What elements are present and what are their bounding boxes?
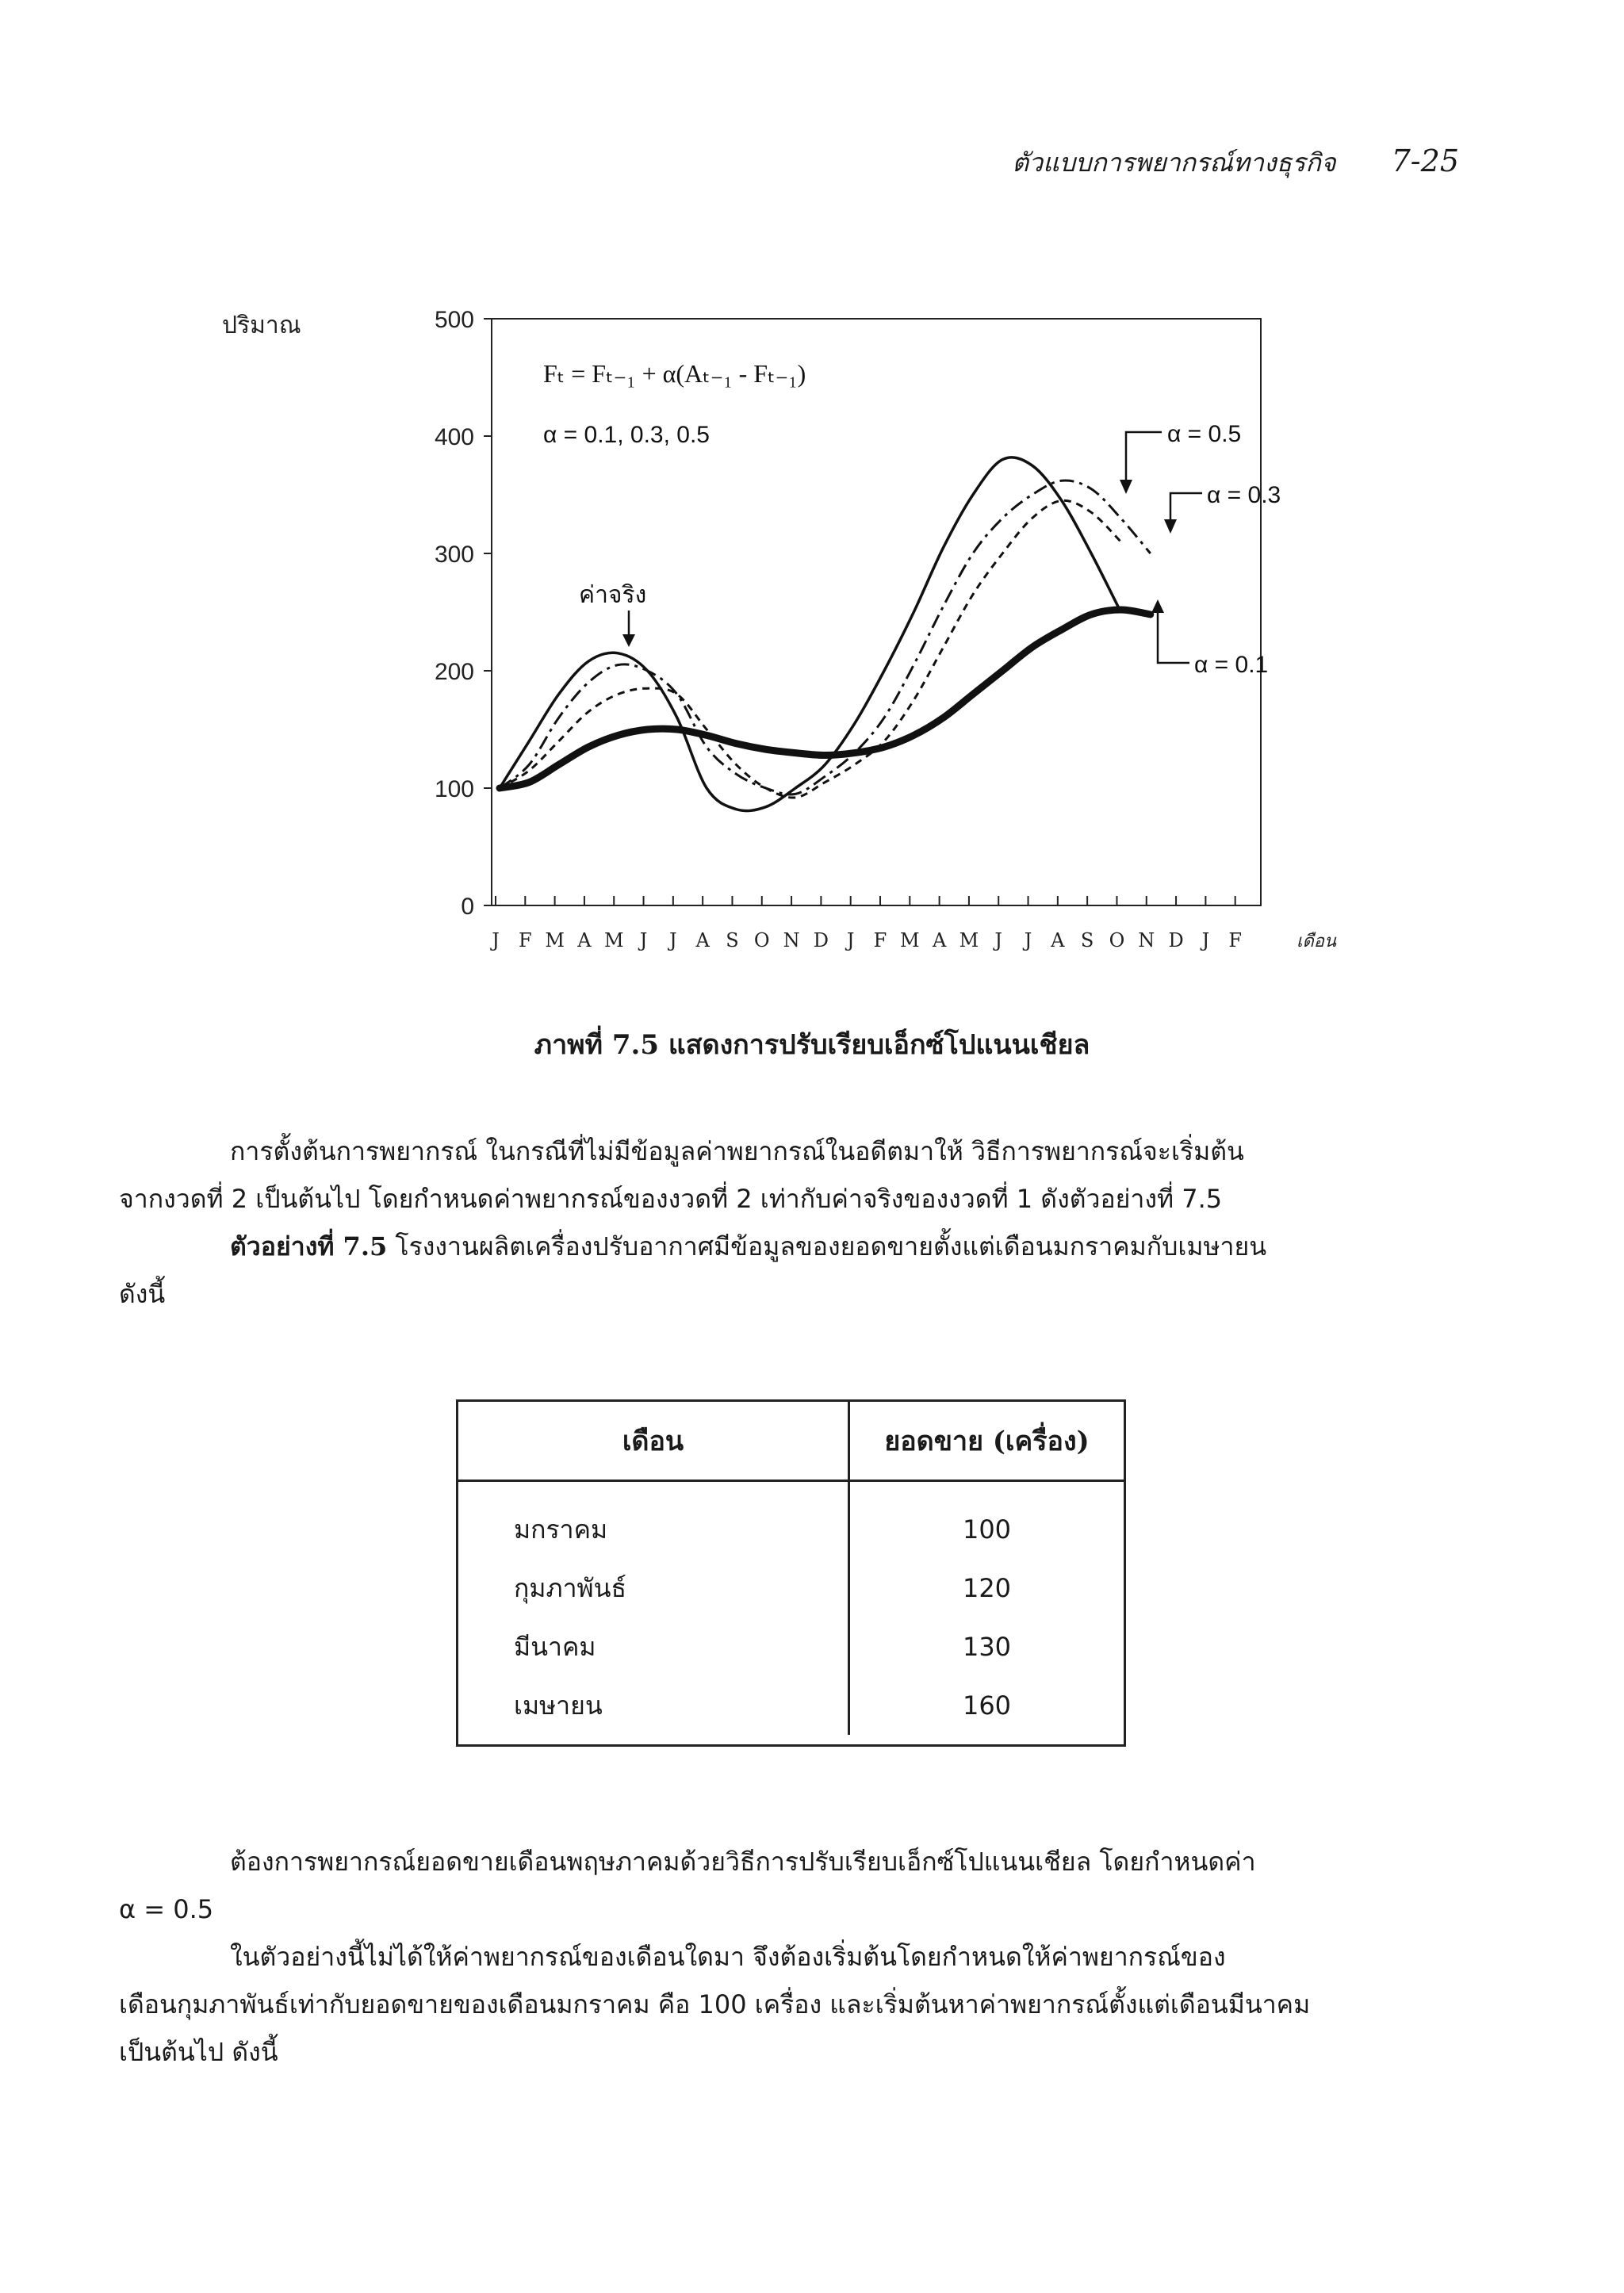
x-tick-label: N bbox=[1138, 929, 1155, 951]
running-header bbox=[952, 143, 1459, 183]
a03-arrow-head bbox=[1164, 519, 1177, 534]
x-tick-label: O bbox=[1109, 929, 1125, 951]
a05-leader bbox=[1126, 432, 1162, 484]
paragraph-1 bbox=[119, 1127, 1459, 1318]
smoothing-chart bbox=[159, 285, 1348, 983]
header-title: ตัวแบบการพยากรณ์ทางธุรกิจ bbox=[1012, 147, 1336, 178]
x-tick-label: F bbox=[518, 929, 532, 951]
x-tick-label: N bbox=[783, 929, 800, 951]
p1-line1: การตั้งต้นการพยากรณ์ ในกรณีที่ไม่มีข้อมูลค่าพยากรณ์ในอดีตมาให้ วิธีการพยากรณ์จะเริ่มต้น bbox=[230, 1136, 1244, 1166]
a01-label: α = 0.1 bbox=[1194, 652, 1269, 678]
a01-leader bbox=[1158, 611, 1189, 663]
x-tick-label: A bbox=[695, 929, 710, 951]
x-tick-label: J bbox=[846, 929, 855, 951]
page-number: 7-25 bbox=[1391, 144, 1459, 178]
x-tick-label: D bbox=[813, 929, 829, 951]
table-row bbox=[458, 1559, 1124, 1617]
x-tick-label: J bbox=[1201, 929, 1210, 951]
p2-line2: ดังนี้ bbox=[119, 1279, 166, 1309]
x-tick-label: J bbox=[1024, 929, 1032, 951]
table-row bbox=[458, 1481, 1124, 1560]
x-tick-label: J bbox=[639, 929, 648, 951]
alpha-values-text: α = 0.1, 0.3, 0.5 bbox=[543, 422, 710, 448]
y-tick-label: 0 bbox=[461, 894, 474, 920]
table-cell-sales: 120 bbox=[962, 1573, 1012, 1603]
table-cell-month: เมษายน bbox=[458, 1676, 849, 1735]
x-tick-label: J bbox=[669, 929, 677, 951]
paragraph-3 bbox=[119, 1838, 1459, 2076]
table-row bbox=[458, 1676, 1124, 1735]
actual-arrow-head bbox=[622, 634, 635, 647]
series-line-3 bbox=[500, 610, 1151, 788]
p3-line1: ต้องการพยากรณ์ยอดขายเดือนพฤษภาคมด้วยวิธีการปรับเรียบเอ็กซ์โปแนนเชียล โดยกำหนดค่า bbox=[230, 1847, 1256, 1877]
x-tick-label: M bbox=[603, 929, 624, 951]
table-cell-month: มกราคม bbox=[458, 1481, 849, 1560]
table-header-sales: ยอดขาย (เครื่อง) bbox=[849, 1402, 1124, 1481]
x-tick-label: D bbox=[1168, 929, 1184, 951]
figure-caption: ภาพที่ 7.5 แสดงการปรับเรียบเอ็กซ์โปแนนเชียล bbox=[534, 1029, 1090, 1061]
formula-text: Fₜ = Fₜ₋₁ + α(Aₜ₋₁ - Fₜ₋₁) bbox=[543, 359, 806, 388]
y-tick-label: 100 bbox=[434, 776, 474, 802]
x-tick-label: A bbox=[577, 929, 592, 951]
p3-line2: α = 0.5 bbox=[119, 1894, 214, 1924]
y-axis-label: ปริมาณ bbox=[222, 312, 301, 339]
x-tick-label: O bbox=[753, 929, 770, 951]
table-header-month: เดือน bbox=[458, 1402, 849, 1481]
y-tick-label: 500 bbox=[434, 307, 474, 333]
x-tick-label: F bbox=[873, 929, 887, 951]
table-row bbox=[458, 1617, 1124, 1676]
table-cell-month: กุมภาพันธ์ bbox=[458, 1559, 849, 1617]
a01-arrow-head bbox=[1151, 599, 1164, 613]
sales-table bbox=[456, 1399, 1126, 1747]
p4-line2: เดือนกุมภาพันธ์เท่ากับยอดขายของเดือนมกราคม คือ 100 เครื่อง และเริ่มต้นหาค่าพยากรณ์ตั้งแต่เดือนมีนาคม bbox=[119, 1989, 1311, 2019]
y-tick-label: 300 bbox=[434, 542, 474, 568]
table-cell-sales: 100 bbox=[962, 1514, 1012, 1545]
x-tick-label: M bbox=[900, 929, 920, 951]
p4-line3: เป็นต้นไป ดังนี้ bbox=[119, 2037, 278, 2067]
a03-label: α = 0.3 bbox=[1207, 482, 1281, 508]
table-cell-sales: 160 bbox=[962, 1690, 1012, 1721]
x-axis-label: เดือน bbox=[1297, 932, 1337, 951]
p4-line1: ในตัวอย่างนี้ไม่ได้ให้ค่าพยากรณ์ของเดือนใดมา จึงต้องเริ่มต้นโดยกำหนดให้ค่าพยากรณ์ของ bbox=[230, 1942, 1226, 1972]
y-tick-label: 400 bbox=[434, 424, 474, 450]
a03-leader bbox=[1170, 493, 1202, 523]
x-tick-label: J bbox=[994, 929, 1003, 951]
x-tick-label: S bbox=[1080, 929, 1094, 951]
x-tick-label: S bbox=[726, 929, 739, 951]
x-tick-label: F bbox=[1228, 929, 1243, 951]
x-tick-label: A bbox=[932, 929, 947, 951]
actual-label: ค่าจริง bbox=[579, 581, 647, 609]
x-tick-label: A bbox=[1051, 929, 1065, 951]
p1-line2: จากงวดที่ 2 เป็นต้นไป โดยกำหนดค่าพยากรณ์ของงวดที่ 2 เท่ากับค่าจริงของงวดที่ 1 ดังตัวอย่างที่ 7.5 bbox=[119, 1184, 1223, 1214]
example-label: ตัวอย่างที่ 7.5 bbox=[230, 1231, 388, 1261]
x-tick-label: M bbox=[545, 929, 565, 951]
table-cell-month: มีนาคม bbox=[458, 1617, 849, 1676]
a05-label: α = 0.5 bbox=[1167, 421, 1242, 447]
y-tick-label: 200 bbox=[434, 659, 474, 685]
p2-text: โรงงานผลิตเครื่องปรับอากาศมีข้อมูลของยอดขายตั้งแต่เดือนมกราคมกับเมษายน bbox=[395, 1231, 1267, 1261]
x-tick-label: J bbox=[492, 929, 500, 951]
a05-arrow-head bbox=[1120, 480, 1132, 494]
x-tick-label: M bbox=[959, 929, 979, 951]
table-cell-sales: 130 bbox=[962, 1632, 1012, 1662]
